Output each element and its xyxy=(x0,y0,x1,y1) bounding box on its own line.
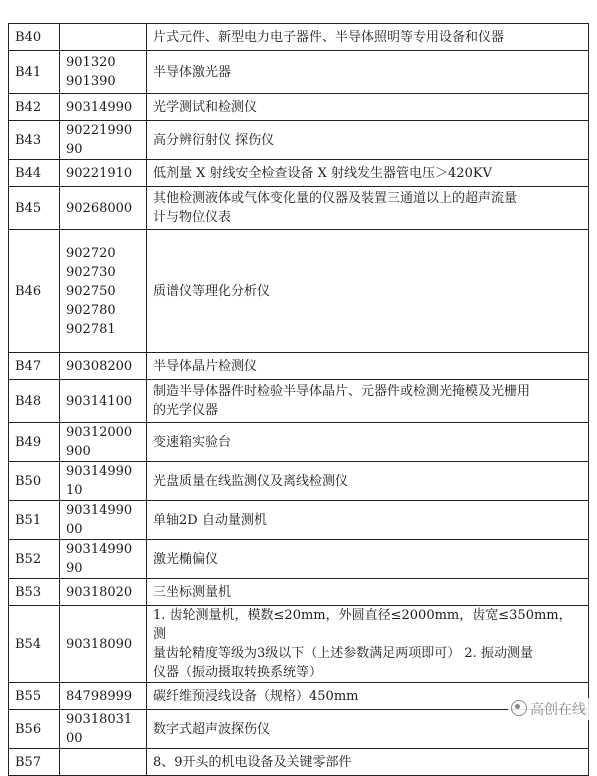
hs-code-cell xyxy=(60,683,147,710)
description-line: 激光椭偏仪 xyxy=(153,551,219,567)
description-cell xyxy=(147,462,589,501)
hs-code: 90318020 xyxy=(66,584,133,600)
description-cell xyxy=(147,501,589,540)
row-id: B45 xyxy=(9,187,60,230)
description-line: 变速箱实验台 xyxy=(153,434,232,450)
hs-code: 902720 xyxy=(66,245,116,261)
hs-code-cell xyxy=(60,462,147,501)
hs-code: 9031499090 xyxy=(66,542,133,576)
table-row xyxy=(9,501,589,540)
description-line: 三坐标测量机 xyxy=(153,584,232,600)
row-id: B57 xyxy=(9,749,60,776)
description-line: 8、9开头的机电设备及关键零部件 xyxy=(153,754,352,770)
description-line: 片式元件、新型电力电子器件、半导体照明等专用设备和仪器 xyxy=(153,29,505,45)
hs-code-cell xyxy=(60,51,147,94)
hs-code-cell xyxy=(60,230,147,353)
hs-code: 90318090 xyxy=(66,636,133,652)
description-line: 光盘质量在线监测仪及离线检测仪 xyxy=(153,473,349,489)
description-line: 高分辨衍射仪 探伤仪 xyxy=(153,132,275,148)
description-cell xyxy=(147,579,589,606)
description-line: 单轴2D 自动量测机 xyxy=(153,512,267,528)
row-id: B52 xyxy=(9,540,60,579)
hs-code-cell xyxy=(60,423,147,462)
table-row xyxy=(9,683,589,710)
hs-code-cell xyxy=(60,94,147,121)
hs-code: 902780 xyxy=(66,302,116,318)
table-row xyxy=(9,710,589,749)
hs-code-cell xyxy=(60,501,147,540)
table-row xyxy=(9,51,589,94)
description-cell xyxy=(147,230,589,353)
row-id: B54 xyxy=(9,606,60,683)
hs-code-cell xyxy=(60,380,147,423)
hs-code-cell xyxy=(60,540,147,579)
table-row xyxy=(9,606,589,683)
description-cell xyxy=(147,353,589,380)
description-line: 的光学仪器 xyxy=(153,403,219,418)
table-row xyxy=(9,121,589,160)
row-id: B42 xyxy=(9,94,60,121)
hs-code-cell xyxy=(60,353,147,380)
wechat-icon xyxy=(511,700,527,716)
hs-code-cell xyxy=(60,606,147,683)
description-line: 质谱仪等理化分析仪 xyxy=(153,283,271,299)
table-row xyxy=(9,24,589,51)
hs-code: 902730 xyxy=(66,264,116,280)
description-cell xyxy=(147,121,589,160)
description-line: 制造半导体器件时检验半导体晶片、元器件或检测光掩模及光栅用 xyxy=(153,384,531,399)
row-id: B50 xyxy=(9,462,60,501)
description-line: 计与物位仪表 xyxy=(153,210,232,225)
hs-code: 9031499000 xyxy=(66,503,133,537)
description-cell xyxy=(147,606,589,683)
hs-code: 901320 xyxy=(66,55,116,70)
hs-code-cell xyxy=(60,710,147,749)
hs-code-cell xyxy=(60,749,147,776)
row-id: B49 xyxy=(9,423,60,462)
hs-code-cell xyxy=(60,121,147,160)
description-line: 其他检测液体或气体变化量的仪器及装置三通道以上的超声流量 xyxy=(153,191,518,206)
row-id: B40 xyxy=(9,24,60,51)
row-id: B47 xyxy=(9,353,60,380)
hs-code: 90314990 xyxy=(66,99,133,115)
row-id: B51 xyxy=(9,501,60,540)
hs-code: 84798999 xyxy=(66,688,133,704)
table-row xyxy=(9,462,589,501)
row-id: B44 xyxy=(9,160,60,187)
table-row xyxy=(9,540,589,579)
table-row xyxy=(9,749,589,776)
description-line: 1. 齿轮测量机，模数≤20mm，外圆直径≤2000mm，齿宽≤350mm，测 xyxy=(153,608,572,642)
table-row xyxy=(9,187,589,230)
hs-code-cell xyxy=(60,160,147,187)
description-cell xyxy=(147,94,589,121)
table-row xyxy=(9,380,589,423)
hs-code: 902781 xyxy=(66,321,116,337)
description-cell xyxy=(147,749,589,776)
row-id: B55 xyxy=(9,683,60,710)
table-row xyxy=(9,94,589,121)
hs-code: 9031499010 xyxy=(66,464,133,498)
description-cell xyxy=(147,423,589,462)
hs-code: 901390 xyxy=(66,74,116,89)
hs-code: 9031803100 xyxy=(66,712,133,746)
description-cell xyxy=(147,187,589,230)
watermark xyxy=(508,698,589,720)
description-cell xyxy=(147,160,589,187)
row-id: B41 xyxy=(9,51,60,94)
table-row xyxy=(9,579,589,606)
watermark-text: 高创在线 xyxy=(530,702,586,718)
table-row xyxy=(9,353,589,380)
row-id: B46 xyxy=(9,230,60,353)
description-cell xyxy=(147,51,589,94)
row-id: B56 xyxy=(9,710,60,749)
description-cell xyxy=(147,540,589,579)
description-line: 碳纤维预浸线设备（规格）450mm xyxy=(153,688,359,704)
equipment-table xyxy=(8,23,589,776)
hs-code: 9022199090 xyxy=(66,123,133,157)
hs-code: 90308200 xyxy=(66,358,133,374)
hs-code-cell xyxy=(60,187,147,230)
description-line: 仪器（振动摄取转换系统等） xyxy=(153,665,323,680)
hs-code: 902750 xyxy=(66,283,116,299)
hs-code: 90312000900 xyxy=(66,425,133,459)
row-id: B43 xyxy=(9,121,60,160)
hs-code-cell xyxy=(60,24,147,51)
table-row xyxy=(9,423,589,462)
hs-code-cell xyxy=(60,579,147,606)
hs-code: 90314100 xyxy=(66,393,133,409)
description-line: 量齿轮精度等级为3级以下（上述参数满足两项即可） 2. 振动测量 xyxy=(153,646,533,661)
description-line: 低剂量 X 射线安全检查设备 X 射线发生器管电压＞420KV xyxy=(153,165,492,181)
row-id: B53 xyxy=(9,579,60,606)
description-line: 光学测试和检测仪 xyxy=(153,99,258,115)
description-line: 半导体激光器 xyxy=(153,64,232,80)
description-cell xyxy=(147,380,589,423)
description-cell xyxy=(147,24,589,51)
table-body xyxy=(9,24,589,776)
hs-code: 90268000 xyxy=(66,200,133,216)
description-line: 数字式超声波探伤仪 xyxy=(153,721,271,737)
table-row xyxy=(9,160,589,187)
row-id: B48 xyxy=(9,380,60,423)
hs-code: 90221910 xyxy=(66,165,133,181)
table-row xyxy=(9,230,589,353)
description-line: 半导体晶片检测仪 xyxy=(153,358,258,374)
